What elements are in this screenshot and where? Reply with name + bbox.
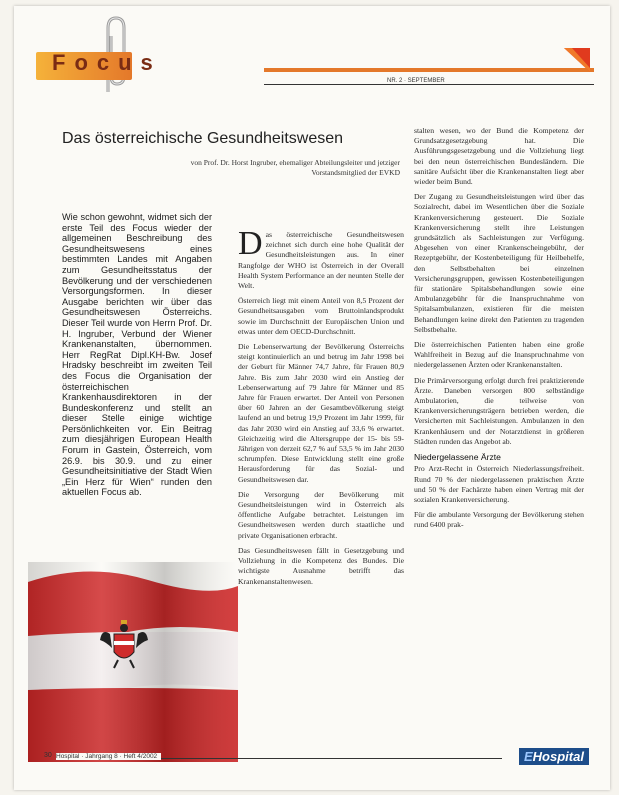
article-paragraph: Das österreichische Gesundheitswesen zeichnet sich durch eine hohe Qualität der Gesundheitsleistungen aus. In einer Rangfolge der WHO ist Österreich in der Overall Health System Performance an der neunten Stelle der Welt. <box>238 225 404 291</box>
issue-tag: NR. 2 · SEPTEMBER <box>384 78 448 84</box>
brand-corner-icon <box>562 44 592 74</box>
austrian-flag-image <box>28 562 238 762</box>
article-paragraph: Die Lebenserwartung der Bevölkerung Österreichs steigt kontinuierlich an und betrug im Jahr 1998 bei der Geburt für Männer 74,7 Jahre, für Frauen 80,9 Jahre. Bis zum Jahr 2030 wird ein Anstieg der Lebenserwartung auf 79 Jahre für Männer und 85 Jahre für Frauen erwartet. Der Anteil von Personen über 60 Jahren an der Gesamtbevölkerung steigt laufend an und betrug 19,9 Prozent im Jahr 1999, für das Jahr 2030 wird ein Anstieg auf 33,6 % erwartet. Gleichzeitig wird die Altersgruppe der 15- bis 59-Jährigen von derzeit 62,7 % auf 53,5 % im Jahr 2030 schrumpfen. Diese Entwicklung stellt eine große Herausforderung für das Sozial- und Gesundheitswesen dar. <box>238 342 404 484</box>
article-paragraph: Österreich liegt mit einem Anteil von 8,5 Prozent der Gesundheitsausgaben vom Bruttoinlandsprodukt sowie im Durchschnitt der Europäischen Union und etwas unter dem OECD-Durchschnitt. <box>238 296 404 336</box>
article-column-right <box>414 126 584 536</box>
article-intro: Wie schon gewohnt, widmet sich der erste Teil des Focus wieder der allgemeinen Beschreibung des Gesundheitswesens eines bestimmten Landes mit Angaben zum Gesundheitsstatus der Bevölkerung und der verschiedenen Versorgungsformen. In dieser Ausgabe berichten wir über das Gesundheitswesen Österreichs. Dieser Teil wurde von Herrn Prof. Dr. H. Ingruber, Verbund der Wiener Krankenanstalten, übernommen. Herr RegRat Dipl.KH-Bw. Josef Hradsky beschreibt im zweiten Teil des Focus die Organisation der österreichischen Krankenhausdirektoren in der Bundeskonferenz und stellt an dieser Stelle einige wichtige Persönlichkeiten vor. Ein Beitrag zum diesjährigen European Health Forum in Gastein, Österreich, vom 26.9. bis 30.9. und zu einer Gesundheitsinitiative der Stadt Wien „Ein Herz für Wien“ runden den aktuellen Focus ab. <box>62 212 212 498</box>
header-accent-rule <box>264 68 594 72</box>
section-heading: Niedergelassene Ärzte <box>414 452 501 463</box>
dropcap: D <box>238 225 263 262</box>
article-title: Das österreichische Gesundheitswesen <box>62 130 344 147</box>
header-rule <box>264 84 594 85</box>
article-paragraph: Für die ambulante Versorgung der Bevölkerung stehen rund 6400 prak- <box>414 510 584 530</box>
article-paragraph: stalten wesen, wo der Bund die Kompetenz der Grundsatzgesetzgebung hat. Die Ausführungsgesetzgebung und die Vollziehung liegt bei den neun österreichischen Bundesländern. Die sanitäre Aufsicht über die Krankenanstalten liegt aber wieder beim Bund. <box>414 126 584 187</box>
hospital-logo: EHospital <box>519 748 589 765</box>
article-paragraph: Die österreichischen Patienten haben eine große Wahlfreiheit in Bezug auf die Inanspruchnahme von niedergelassenen Ärzten oder Krankenanstalten. <box>414 340 584 370</box>
article-paragraph: Das Gesundheitswesen fällt in Gesetzgebung und Vollziehung in die Kompetenz des Bundes. Die wichtigste Ausnahme betrifft das Krankenanstaltenwesen. <box>238 545 404 586</box>
article-paragraph: Die Primärversorgung erfolgt durch frei praktizierende Ärzte. Daneben versorgen 800 selbständige Ambulatorien, die teilweise von Krankenversicherungsträgern betrieben werden, die Versicherten mit Sachleistungen. Ambulanzen in den Krankenhäusern und der Notarztdienst in größeren Städten runden das Angebot ab. <box>414 375 584 446</box>
page-number: 30 <box>44 752 52 759</box>
section-label: Focus <box>52 50 162 75</box>
article-column-middle <box>238 225 404 592</box>
footer-text: Hospital · Jahrgang 8 · Heft 4/2002 <box>56 753 161 760</box>
article-paragraph: Pro Arzt-Recht in Österreich Niederlassungsfreiheit. Rund 70 % der niedergelassenen praktischen Ärzte und 50 % der Fachärzte haben einen Vertrag mit der sozialen Krankenversicherung. <box>414 464 584 504</box>
article-paragraph: Die Versorgung der Bevölkerung mit Gesundheitsleistungen wird in Österreich als öffentliche Aufgabe betrachtet. Leistungen im Gesundheitswesen werden durch staatliche und private Organisationen erbracht. <box>238 489 404 540</box>
article-paragraph: Der Zugang zu Gesundheitsleistungen wird über das Sozialrecht, dabei im Wesentlichen über die Soziale Krankenversicherung gesteuert. Die Soziale Krankenversicherung stellt ihre Leistungen grundsätzlich als Sachleistungen zur Verfügung. Abgesehen von einer Krankenscheingebühr, der Rezeptgebühr, der Kostenbeteiligung für Heilbehelfe, den Selbstbehalten bei einzelnen Versicherungsgruppen, gewissen Kostenbeteiligungen für stationäre Spitalsbehandlungen sowie eine Ambulanzgebühr für die Inanspruchnahme von Spitalsambulanzen, existieren für die meisten Behandlungen keine direkt den Patienten zu tragenden Selbstbehalte. <box>414 192 584 334</box>
article-byline: von Prof. Dr. Horst Ingruber, ehemaliger Abteilungsleiter und jetziger Vorstandsmitglied der EVKD <box>190 158 400 177</box>
magazine-page <box>14 6 610 790</box>
